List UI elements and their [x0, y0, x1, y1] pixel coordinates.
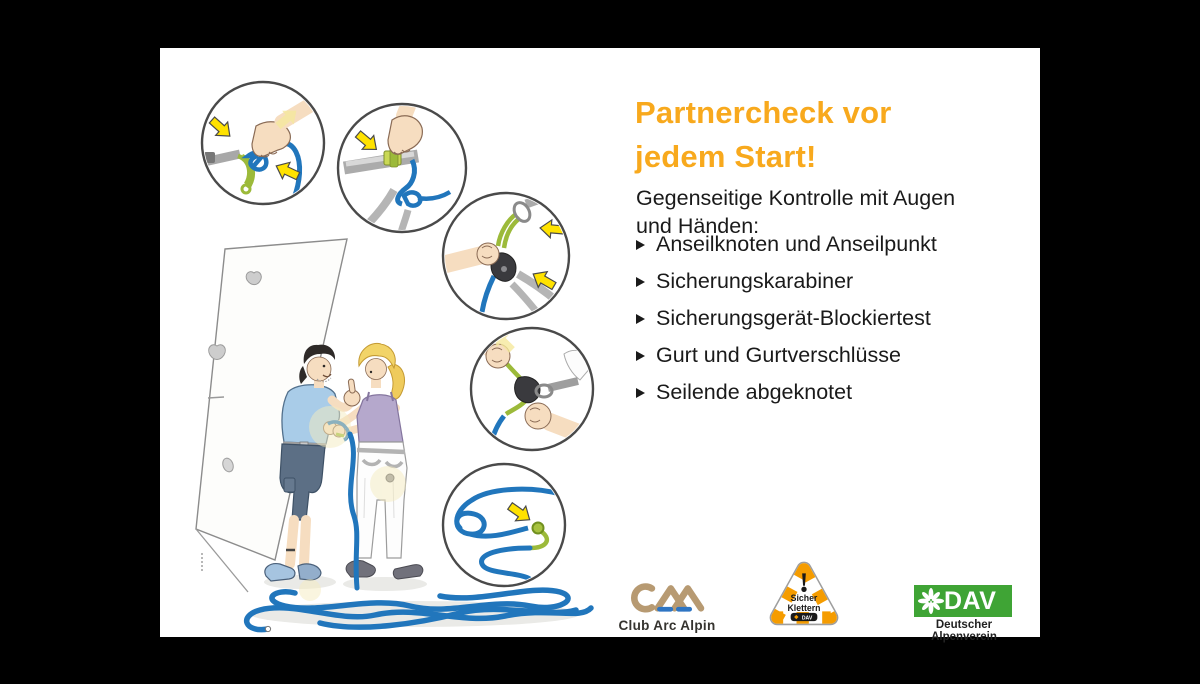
caa-logo: [615, 579, 719, 633]
climbing-shoe: [298, 564, 321, 580]
rope-end-knot: [533, 523, 544, 534]
title-line-2: jedem Start!: [635, 138, 817, 174]
partnercheck-illustration: [160, 48, 620, 637]
climbing-hold: [209, 345, 226, 360]
floor-shadows: [250, 575, 580, 627]
badge-line-2: Klettern: [787, 602, 821, 613]
bullet-triangle-icon: [636, 351, 645, 361]
sicher-klettern-triangle-icon: [765, 559, 843, 635]
page-title: [635, 91, 892, 179]
bullet-triangle-icon: [636, 314, 645, 324]
badge-footer: DAV: [801, 615, 813, 622]
climbing-shoe: [393, 565, 423, 579]
list-item: [636, 337, 937, 374]
list-item: [636, 374, 937, 411]
list-item-label: Sicherungskarabiner: [656, 269, 854, 293]
caa-logo-text: [615, 618, 719, 633]
inset-sicherungskarabiner: [443, 192, 569, 319]
inset-gurtverschluss: [338, 96, 466, 236]
bullet-triangle-icon: [636, 388, 645, 398]
climber-woman: [333, 343, 423, 579]
caa-word: Alpin: [680, 618, 716, 633]
list-item-label: Sicherungsgerät-Blockiertest: [656, 306, 931, 330]
climbing-shoe: [346, 561, 375, 577]
sicher-klettern-badge: [765, 559, 843, 640]
intro-line-1: Gegenseitige Kontrolle mit Augen: [636, 185, 956, 210]
poster-card: [160, 48, 1040, 643]
list-item: [636, 300, 937, 337]
caa-word: Club: [618, 618, 650, 633]
dav-subtitle: Deutscher Alpenverein: [931, 619, 997, 643]
caa-mountains-icon: [619, 579, 715, 613]
partnercheck-list: [636, 226, 937, 411]
list-item-label: Gurt und Gurtverschlüsse: [656, 343, 901, 367]
dav-logo: [914, 585, 1014, 643]
list-item: [636, 263, 937, 300]
inset-seilende: [443, 464, 565, 591]
list-item-label: Anseilknoten und Anseilpunkt: [656, 232, 937, 256]
list-item: [636, 226, 937, 263]
dav-abbr: DAV: [944, 586, 997, 615]
inset-blockiertest: [471, 327, 593, 450]
title-line-1: Partnercheck vor: [635, 94, 892, 130]
bullet-triangle-icon: [636, 277, 645, 287]
bullet-triangle-icon: [636, 240, 645, 250]
intro-line-2: und Händen:: [636, 213, 760, 238]
dav-green-box: [914, 585, 1012, 617]
badge-line-1: Sicher: [790, 593, 818, 604]
inset-anseilknoten: [200, 82, 324, 213]
list-item-label: Seilende abgeknotet: [656, 380, 853, 404]
edelweiss-icon: [918, 588, 944, 614]
caa-word: Arc: [653, 618, 677, 633]
